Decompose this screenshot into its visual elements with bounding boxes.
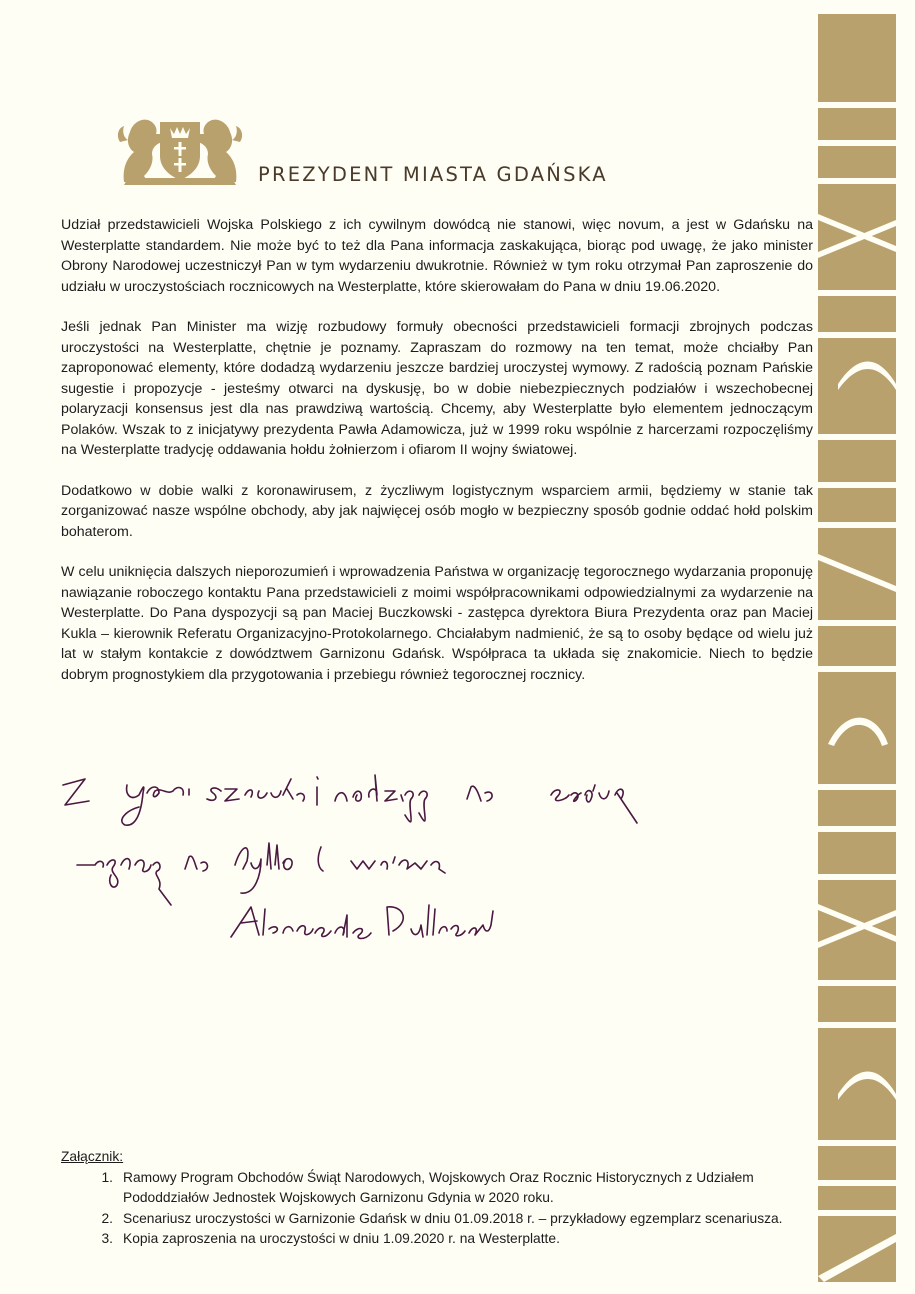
paragraph-2: Jeśli jednak Pan Minister ma wizję rozbudowy formuły obecności przedstawicieli formacji zbrojnych podczas uroczystości na Westerplatte, chętnie je poznamy. Zapraszam do rozmowy na ten temat, może chciałby Pan zaproponować elementy, które dodadzą wydarzeniu jeszcze bardziej uroczystej wymowy. Z radością poznam Pańskie sugestie i propozycje - jesteśmy otwarci na dyskusję, bo w dobie niebezpiecznych podziałów i wszechobecnej polaryzacji konsensus jest dla nas prawdziwą wartością. Chcemy, aby Westerplatte było elementem jednoczącym Polaków. Wszak to z inicjatywy prezydenta Pawła Adamowicza, już w 1999 roku wspólnie z harcerzami rozpoczęliśmy na Westerplatte tradycję oddawania hołdu żołnierzom i ofiarom II wojny światowej.	[61, 319, 813, 458]
paragraph-3: Dodatkowo w dobie walki z koronawirusem, z życzliwym logistycznym wsparciem armii, będziemy w stanie tak zorganizować nasze wspólne obchody, aby jak najwięcej osób mogło w bezpieczny sposób godnie oddać hołd polskim bohaterom.	[61, 482, 813, 540]
attachments-section	[61, 1147, 831, 1250]
paragraph-1: Udział przedstawicieli Wojska Polskiego z ich cywilnym dowódcą nie stanowi, więc novum, a jest w Gdańsku na Westerplatte standardem. Nie może być to też dla Pana informacja zaskakująca, biorąc pod uwagę, że jako minister Obrony Narodowej uczestniczył Pan w tym wydarzeniu dwukrotnie. Również w tym roku otrzymał Pan zaproszenie do udziału w uroczystościach rocznicowych na Westerplatte, które skierowałam do Pana w dniu 19.06.2020.	[61, 217, 813, 295]
attachment-item: 3. Kopia zaproszenia na uroczystości w dniu 1.09.2020 r. na Westerplatte.	[101, 1231, 560, 1246]
attachment-item: 2. Scenariusz uroczystości w Garnizonie Gdańsk w dniu 01.09.2018 r. – przykładowy egzemplarz scenariusza.	[101, 1210, 783, 1226]
letterhead-title: PREZYDENT MIASTA GDAŃSKA	[258, 163, 608, 186]
decorative-motto-strip	[818, 14, 896, 1282]
attachment-item: 1. Ramowy Program Obchodów Świąt Narodowych, Wojskowych Oraz Rocznic Historycznych z Udziałem Pododdziałów Jednostek Wojskowych Garnizonu Gdynia w 2020 roku.	[101, 1169, 754, 1205]
letter-body	[61, 215, 813, 705]
gdansk-coat-of-arms-icon	[114, 112, 246, 186]
handwritten-note-and-signature	[55, 765, 775, 965]
attachments-label: Załącznik:	[61, 1149, 124, 1164]
paragraph-4: W celu uniknięcia dalszych nieporozumień i wprowadzenia Państwa w organizację tegorocznego wydarzania proponuję nawiązanie roboczego kontaktu Pana przedstawicieli z moimi współpracownikami odpowiedzialnymi za wydarzenie na Westerplatte. Do Pana dyspozycji są pan Maciej Buczkowski - zastępca dyrektora Biura Prezydenta oraz pan Maciej Kukla – kierownik Referatu Organizacyjno-Protokolarnego. Chciałabym nadmienić, że są to osoby będące od wielu już lat w stałym kontakcie z dowództwem Garnizonu Gdańsk. Współpraca ta układa się znakomicie. Niech to będzie dobrym prognostykiem dla przygotowania i przebiegu również tegorocznej rocznicy.	[61, 564, 813, 683]
attachments-list	[61, 1168, 831, 1250]
